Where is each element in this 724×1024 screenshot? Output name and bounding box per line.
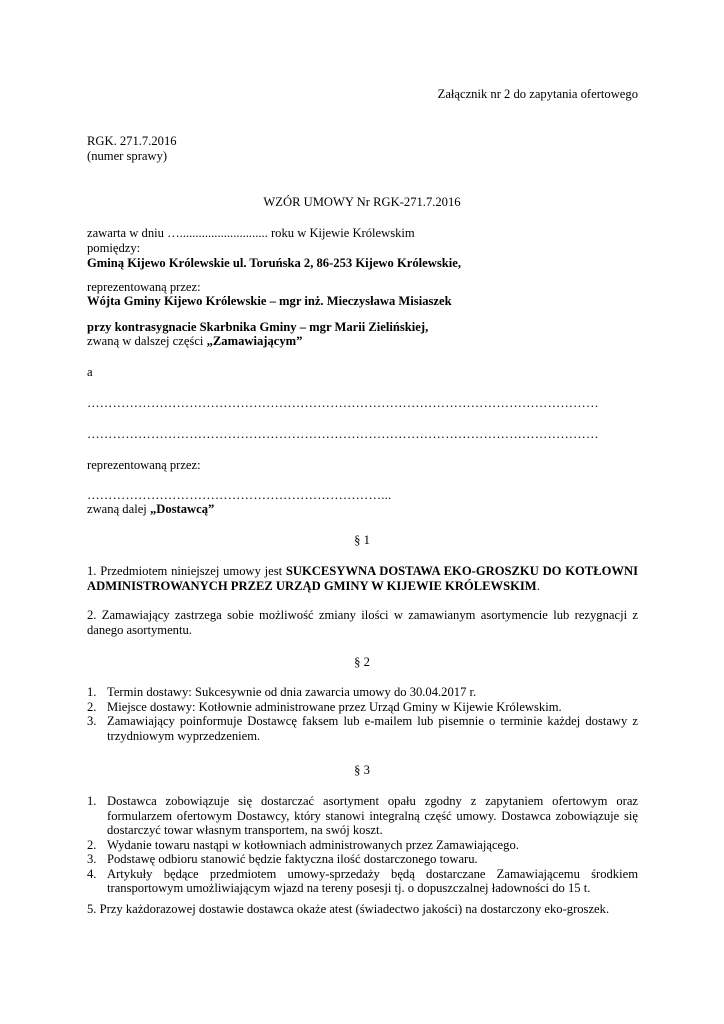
section-3-heading: § 3	[354, 763, 370, 777]
s1-p1-suffix: .	[536, 578, 540, 593]
section-3-paragraph-5: 5. Przy każdorazowej dostawie dostawca okaże atest (świadectwo jakości) na dostarczony eko-groszek.	[87, 902, 610, 916]
representative: Wójta Gminy Kijewo Królewskie – mgr inż. Mieczysława Misiaszek	[87, 294, 452, 308]
list-item: 2. Wydanie towaru nastąpi w kotłowniach administrowanych przez Zamawiającego.	[87, 837, 519, 852]
countersign-line: przy kontrasygnacie Skarbnika Gminy – mgr Marii Zielińskiej,	[87, 320, 429, 334]
section-1-paragraph-2: 2. Zamawiający zastrzega sobie możliwość zmiany ilości w zamawianym asortymencie lub rezygnacji z danego asortymentu.	[87, 608, 638, 637]
dotted-line-1: …………………………………………………………………………………………………………	[87, 396, 599, 410]
represented-by-label: reprezentowaną przez:	[87, 280, 201, 294]
represented-by-label-2: reprezentowaną przez:	[87, 458, 201, 472]
dotted-line-2: …………………………………………………………………………………………………………	[87, 427, 599, 441]
document-title: WZÓR UMOWY Nr RGK-271.7.2016	[263, 195, 461, 209]
section-3-list	[87, 794, 638, 896]
called-prefix: zwaną w dalszej części	[87, 334, 207, 348]
s1-p1-prefix: 1. Przedmiotem niniejszej umowy jest	[87, 564, 286, 578]
and-label: a	[87, 365, 93, 379]
concluded-line	[87, 226, 415, 241]
between-label: pomiędzy:	[87, 241, 141, 255]
s1-p1-bold: SUKCESYWNA DOSTAWA EKO-GROSZKU DO KOTŁOWNI ADMINISTROWANYCH PRZEZ URZĄD GMINY W KIJEWIE KRÓLEWSKIM	[87, 564, 638, 593]
called2-name: „Dostawcą”	[149, 502, 215, 516]
list-item: 3. Podstawę odbioru stanowić będzie faktyczna ilość dostarczonego towaru.	[87, 852, 478, 866]
section-1-heading: § 1	[354, 533, 370, 547]
party-1: Gminą Kijewo Królewskie ul. Toruńska 2, 86-253 Kijewo Królewskie,	[87, 256, 461, 270]
case-number: RGK. 271.7.2016	[87, 134, 177, 148]
list-item: 1. Dostawca zobowiązuje się dostarczać asortyment opału zgodny z zapytaniem ofertowym oraz formularzem ofertowym Dostawcy, który stanowi integralną część umowy. Dostawca zobowiązuje się dostarczyć towar własnym transportem, na swój koszt.	[87, 794, 638, 837]
list-item: 2. Miejsce dostawy: Kotłownie administrowane przez Urząd Gminy w Kijewie Królewskim.	[87, 699, 562, 714]
case-number-label: (numer sprawy)	[87, 149, 168, 163]
section-2-heading: § 2	[354, 655, 370, 669]
list-item: 3. Zamawiający poinformuje Dostawcę faksem lub e-mailem lub pisemnie o terminie każdej dostawy z trzydniowym wyprzedzeniem.	[87, 714, 638, 743]
called2-line	[87, 502, 214, 517]
called-name: „Zamawiającym”	[206, 334, 303, 348]
list-item: 1. Termin dostawy: Sukcesywnie od dnia zawarcia umowy do 30.04.2017 r.	[87, 685, 477, 699]
called-line	[87, 334, 302, 349]
concluded-suffix: roku w Kijewie Królewskim	[267, 226, 415, 240]
section-1-paragraph-1	[87, 564, 638, 593]
attachment-note: Załącznik nr 2 do zapytania ofertowego	[437, 87, 638, 101]
dotted-line-3: ……………………………………………………………...	[87, 488, 392, 502]
section-2-list	[87, 685, 638, 743]
concluded-prefix: zawarta w dniu …............................	[87, 226, 268, 240]
called2-prefix: zwaną dalej	[87, 502, 150, 516]
list-item: 4. Artykuły będące przedmiotem umowy-sprzedaży będą dostarczane Zamawiającemu środkiem transportowym umożliwiającym wjazd na tereny posesji tj. o dopuszczalnej ładowności do 15 t.	[87, 866, 638, 895]
